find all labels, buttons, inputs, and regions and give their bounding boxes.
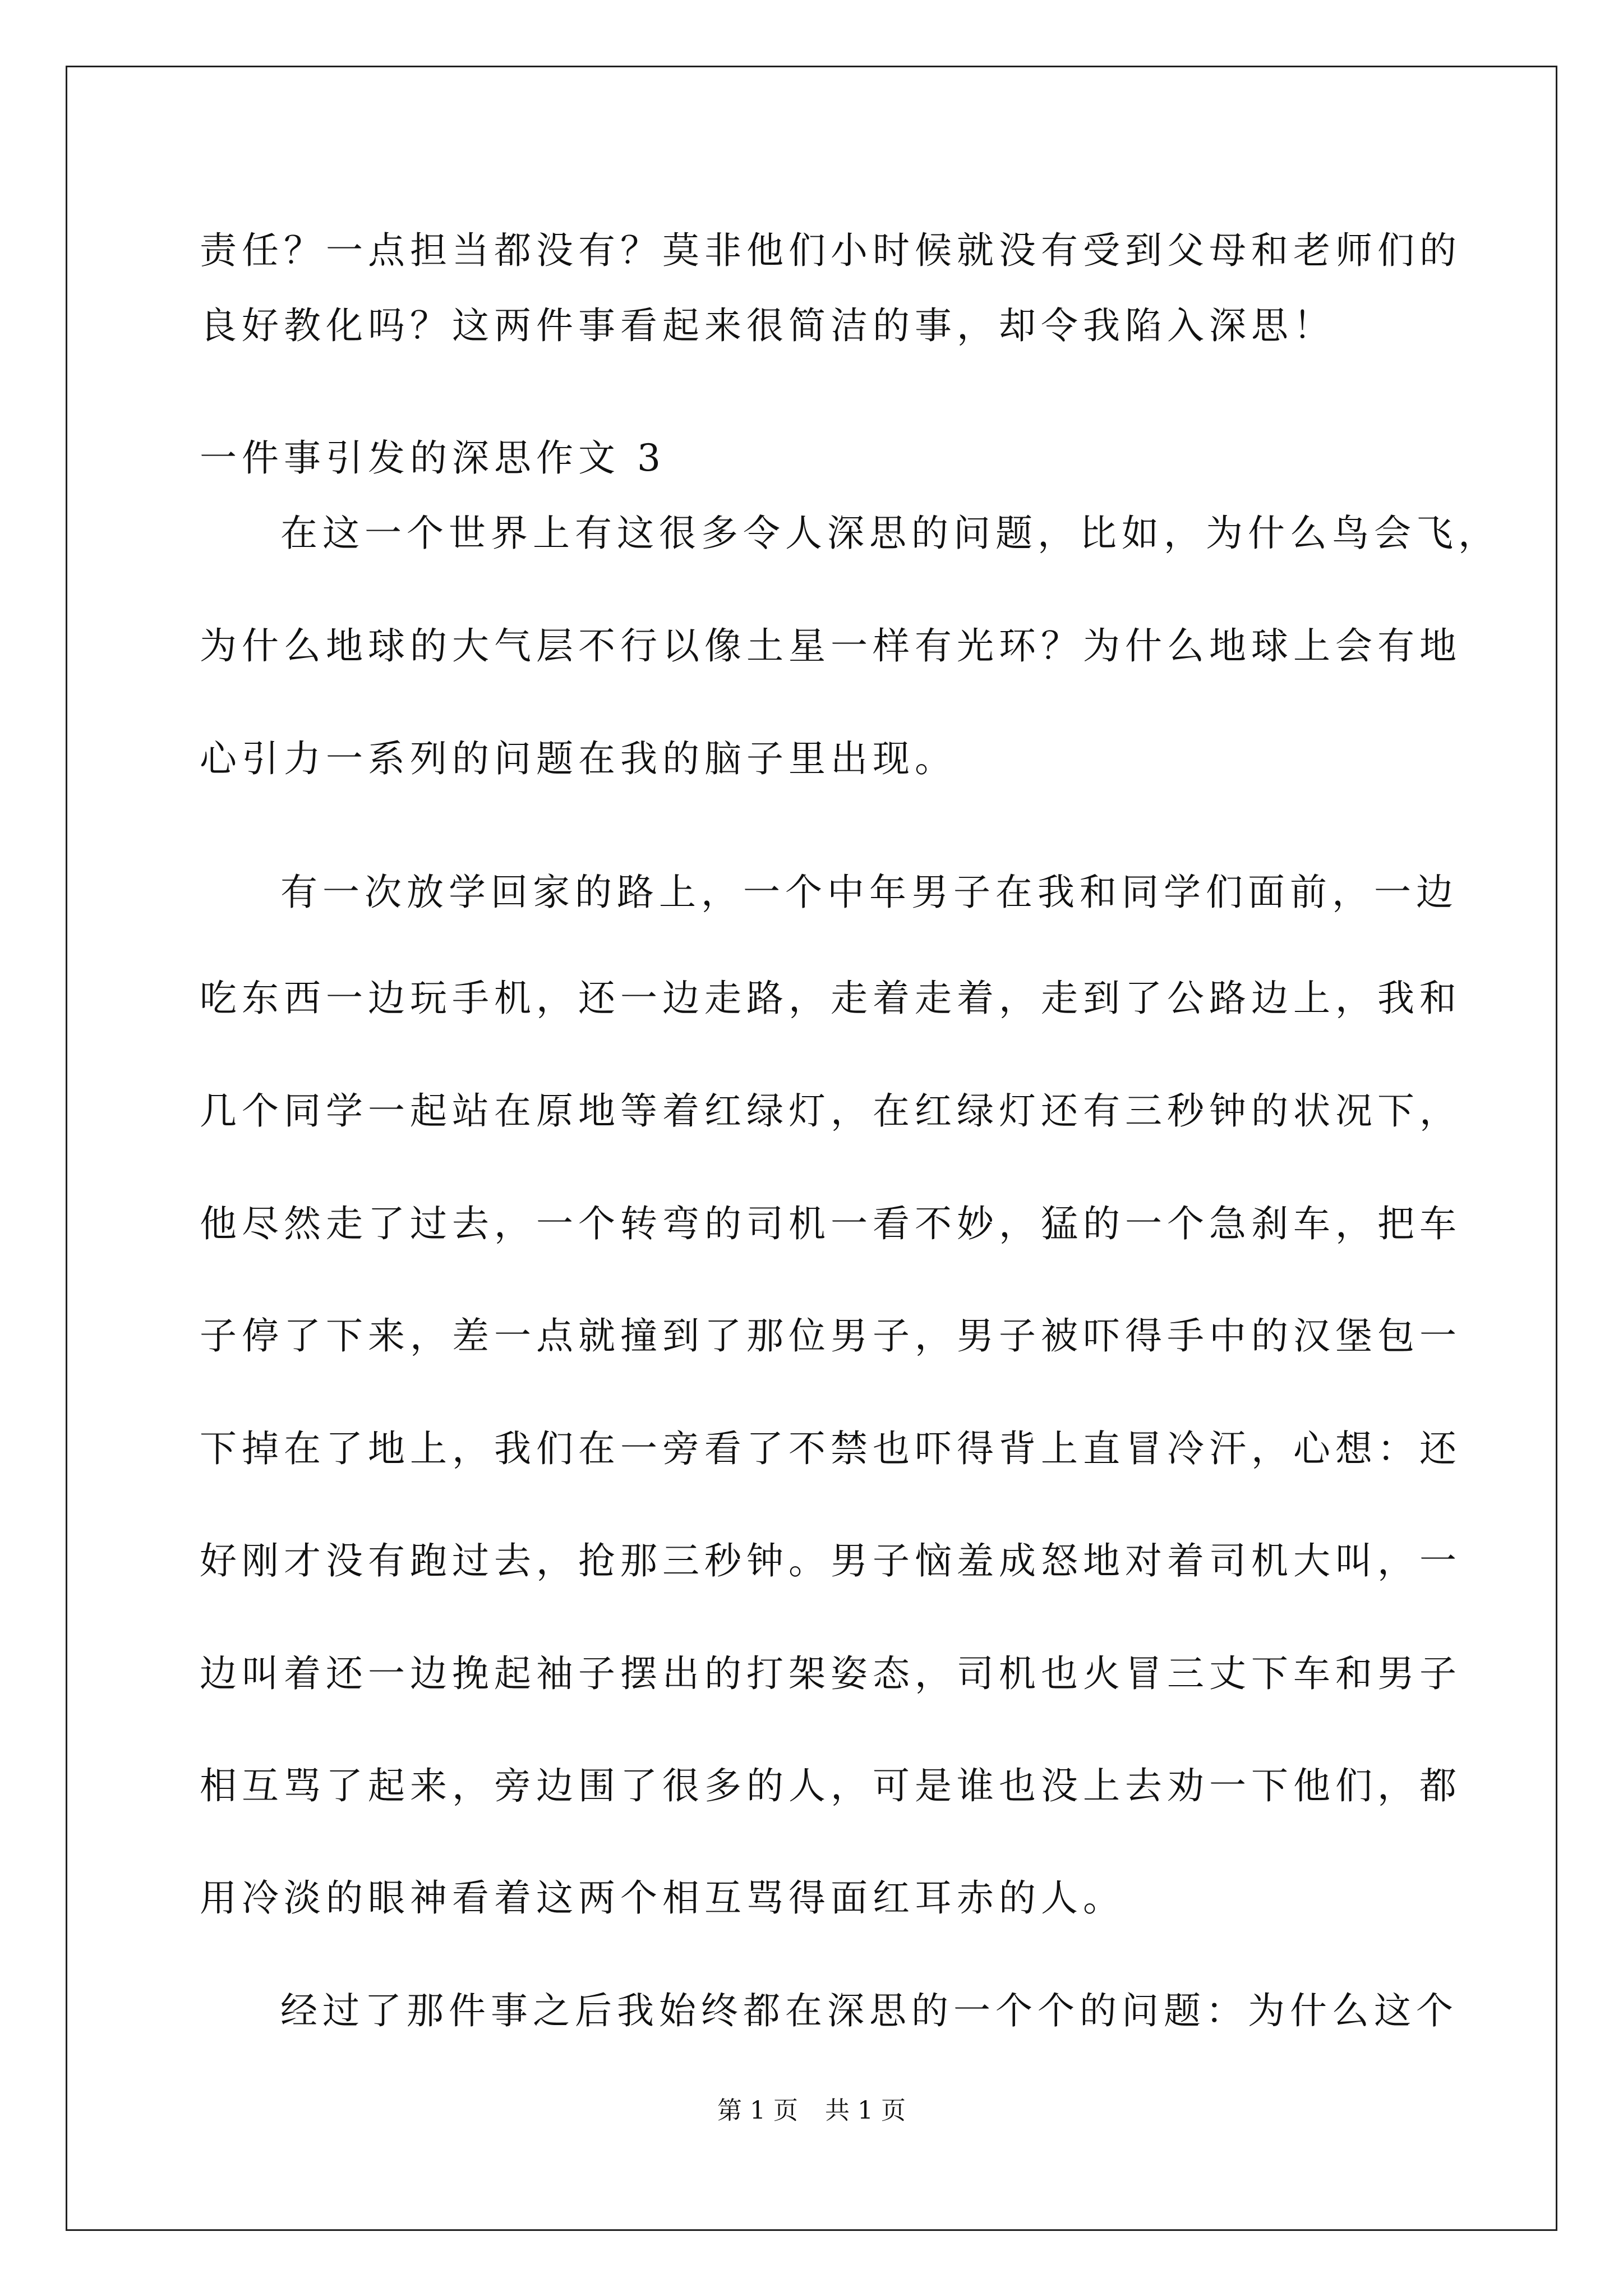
- text-line: 他尽然走了过去，一个转弯的司机一看不妙，猛的一个急刹车，把车: [200, 1202, 1461, 1245]
- text-line: 边叫着还一边挽起袖子摆出的打架姿态，司机也火冒三丈下车和男子: [200, 1652, 1461, 1695]
- text-line: 下掉在了地上，我们在一旁看了不禁也吓得背上直冒冷汗，心想：还: [200, 1427, 1461, 1470]
- page-number: 第 1 页: [717, 2096, 798, 2125]
- paragraph-start: 有一次放学回家的路上，一个中年男子在我和同学们面前，一边: [280, 871, 1458, 914]
- page-total: 共 1 页: [825, 2096, 906, 2125]
- page-footer: [0, 2095, 1623, 2127]
- text-line: 用冷淡的眼神看着这两个相互骂得面红耳赤的人。: [200, 1876, 1125, 1920]
- text-line: 几个同学一起站在原地等着红绿灯，在红绿灯还有三秒钟的状况下，: [200, 1089, 1461, 1133]
- text-line: 良好教化吗？这两件事看起来很简洁的事，却令我陷入深思！: [200, 304, 1335, 347]
- text-line: 心引力一系列的问题在我的脑子里出现。: [200, 737, 957, 780]
- paragraph-start: 在这一个世界上有这很多令人深思的问题，比如，为什么鸟会飞，: [280, 512, 1500, 555]
- text-line: 为什么地球的大气层不行以像土星一样有光环？为什么地球上会有地: [200, 624, 1461, 668]
- paragraph-start: 经过了那件事之后我始终都在深思的一个个的问题：为什么这个: [280, 1989, 1458, 2032]
- text-line: 子停了下来，差一点就撞到了那位男子，男子被吓得手中的汉堡包一: [200, 1314, 1461, 1358]
- text-line: 相互骂了起来，旁边围了很多的人，可是谁也没上去劝一下他们，都: [200, 1764, 1461, 1807]
- text-line: 责任？一点担当都没有？莫非他们小时候就没有受到父母和老师们的: [200, 229, 1461, 272]
- text-line: 吃东西一边玩手机，还一边走路，走着走着，走到了公路边上，我和: [200, 977, 1461, 1020]
- text-line: 好刚才没有跑过去，抢那三秒钟。男子恼羞成怒地对着司机大叫，一: [200, 1539, 1461, 1582]
- section-heading: 一件事引发的深思作文 3: [200, 436, 666, 480]
